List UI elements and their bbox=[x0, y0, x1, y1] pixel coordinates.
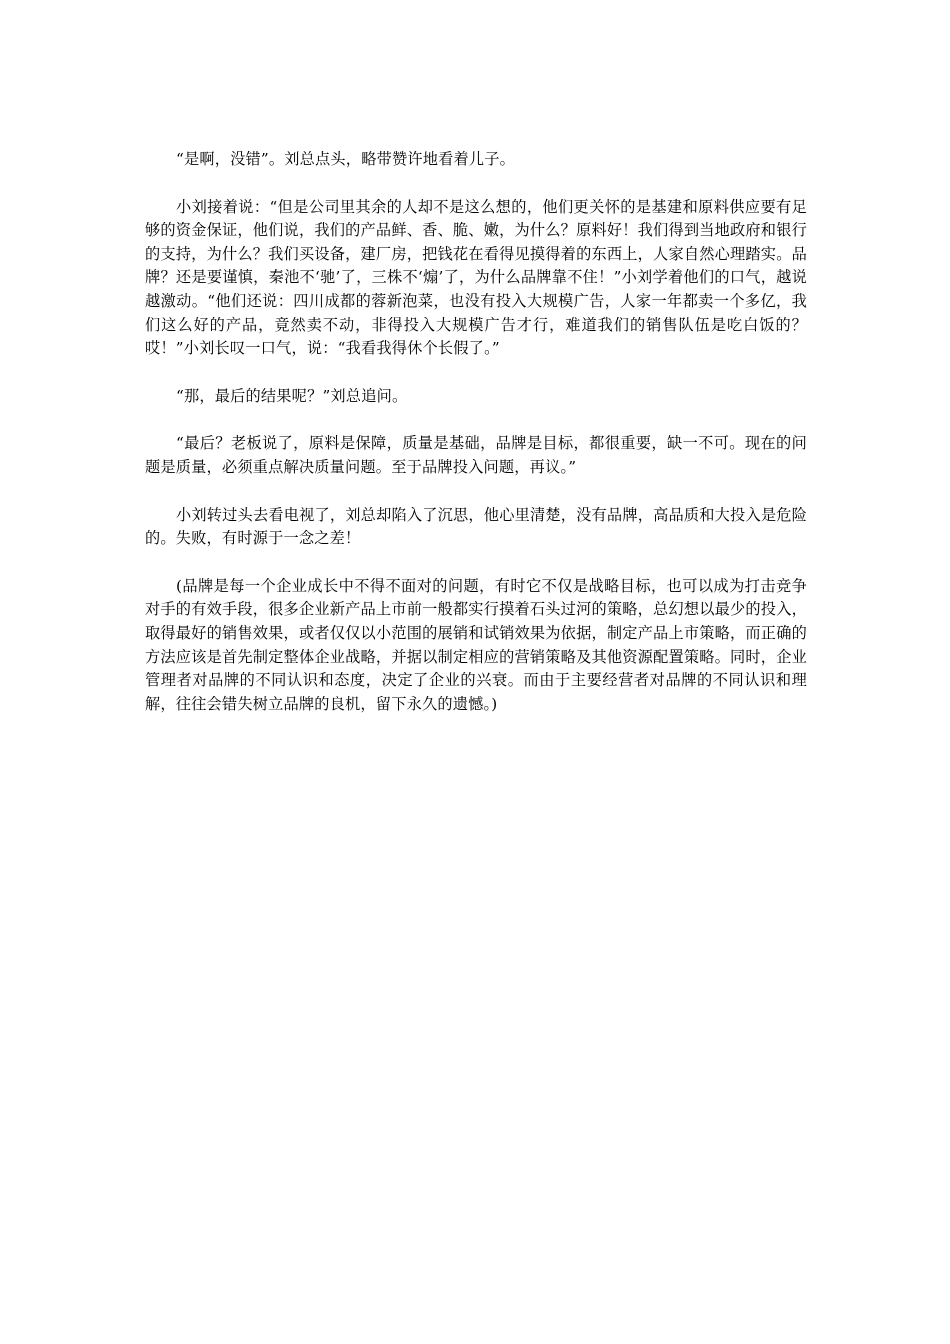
paragraph-company-views: 小刘接着说：“但是公司里其余的人却不是这么想的，他们更关怀的是基建和原料供应要有足够的资金保证，他们说，我们的产品鲜、香、脆、嫩，为什么？原料好！我们得到当地政府和银行的支持，为什么？我们买设备，建厂房，把钱花在看得见摸得着的东西上，人家自然心理踏实。品牌？还是要谨慎，秦池不‘驰’了，三株不‘煽’了，为什么品牌靠不住！”小刘学着他们的口气，越说越激动。“他们还说：四川成都的蓉新泡菜，也没有投入大规模广告，人家一年都卖一个多亿，我们这么好的产品，竟然卖不动，非得投入大规模广告才行，难道我们的销售队伍是吃白饭的？哎！”小刘长叹一口气，说：“我看我得休个长假了。” bbox=[145, 197, 807, 358]
paragraph-question: “那，最后的结果呢？”刘总追问。 bbox=[176, 386, 408, 405]
paragraph-commentary: (品牌是每一个企业成长中不得不面对的问题，有时它不仅是战略目标，也可以成为打击竞争对手的有效手段，很多企业新产品上市前一般都实行摸着石头过河的策略，总幻想以最少的投入，取得最好的销售效果，或者仅仅以小范围的展销和试销效果为依据，制定产品上市策略，而正确的方法应该是首先制定整体企业战略，并据以制定相应的营销策略及其他资源配置策略。同时，企业管理者对品牌的不同认识和态度，决定了企业的兴衰。而由于主要经营者对品牌的不同认识和理解，往往会错失树立品牌的良机，留下永久的遗憾。) bbox=[145, 576, 807, 713]
paragraph-spacer bbox=[145, 172, 807, 196]
paragraph-spacer bbox=[145, 480, 807, 504]
paragraph-spacer bbox=[145, 551, 807, 575]
paragraph-spacer bbox=[145, 408, 807, 432]
document-body bbox=[145, 148, 807, 716]
paragraph-reflection: 小刘转过头去看电视了，刘总却陷入了沉思，他心里清楚，没有品牌，高品质和大投入是危险的。失败，有时源于一念之差！ bbox=[145, 505, 807, 548]
paragraph-agreement: “是啊，没错”。刘总点头，略带赞许地看着儿子。 bbox=[176, 150, 516, 168]
paragraph-boss-decision: “最后？老板说了，原料是保障，质量是基础，品牌是目标，都很重要，缺一不可。现在的问题是质量，必须重点解决质量问题。至于品牌投入问题，再议。” bbox=[145, 434, 807, 476]
paragraph-spacer bbox=[145, 361, 807, 385]
